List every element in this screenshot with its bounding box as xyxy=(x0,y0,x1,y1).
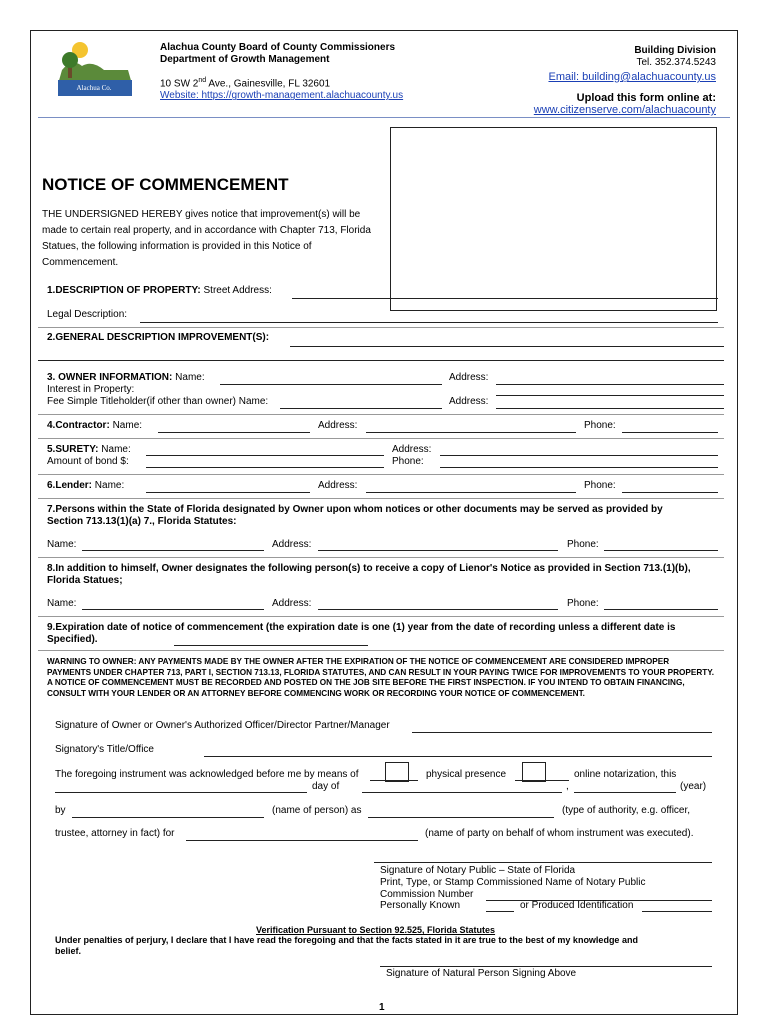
county-logo-icon xyxy=(52,40,136,98)
s7-name-field[interactable] xyxy=(82,550,264,551)
section-separator xyxy=(38,438,724,439)
acknowledgment-label: The foregoing instrument was acknowledged before me by means of xyxy=(55,769,359,780)
party-name-field[interactable] xyxy=(186,840,418,841)
produced-id-label: or Produced Identification xyxy=(520,900,634,911)
org-header xyxy=(160,42,403,102)
owner-signature-label: Signature of Owner or Owner's Authorized Officer/Director Partner/Manager xyxy=(55,720,390,731)
legal-description-field[interactable] xyxy=(140,322,718,323)
notary-print-label: Print, Type, or Stamp Commissioned Name of Notary Public xyxy=(380,877,646,888)
comma-label: , xyxy=(566,781,569,792)
commission-number-label: Commission Number xyxy=(380,889,474,900)
svg-text:Alachua Co.: Alachua Co. xyxy=(76,84,112,92)
surety-name-field[interactable] xyxy=(146,455,384,456)
section-separator xyxy=(38,650,724,651)
s7-phone-label: Phone: xyxy=(567,539,599,550)
contractor-address-label: Address: xyxy=(318,420,358,431)
division-header xyxy=(534,45,716,116)
s6-label-row: 6.Lender: Name: xyxy=(47,480,125,491)
produced-id-field[interactable] xyxy=(642,911,712,912)
section-separator xyxy=(38,498,724,499)
natural-person-signature-label: Signature of Natural Person Signing Above xyxy=(386,968,577,979)
s7-address-field[interactable] xyxy=(318,550,558,551)
org-name: Alachua County Board of County Commissioners xyxy=(160,42,396,53)
upload-label: Upload this form online at: xyxy=(576,92,716,104)
online-notarization-checkbox[interactable] xyxy=(522,762,546,782)
signatory-title-field[interactable] xyxy=(204,756,712,757)
org-address: 10 SW 2nd Ave., Gainesville, FL 32601 xyxy=(160,77,331,90)
titleholder-name-field[interactable] xyxy=(280,408,442,409)
lender-address-field[interactable] xyxy=(366,492,576,493)
s8-address-label: Address: xyxy=(272,598,312,609)
online-notarization-label: online notarization, this xyxy=(574,769,677,780)
owner-address-field[interactable] xyxy=(496,384,724,385)
division-name: Building Division xyxy=(634,45,716,56)
website-link[interactable]: Website: https://growth-management.alachuacounty.us xyxy=(160,90,404,102)
verification-title: Verification Pursuant to Section 92.525, Florida Statutes xyxy=(256,925,496,935)
natural-person-signature-field[interactable] xyxy=(380,966,712,967)
interest-label: Interest in Property: xyxy=(47,384,135,395)
division-phone: Tel. 352.374.5243 xyxy=(636,57,716,68)
owner-signature-field[interactable] xyxy=(412,732,712,733)
s5-label-row: 5.SURETY: Name: xyxy=(47,444,131,455)
legal-description-label: Legal Description: xyxy=(47,309,128,320)
s7-label: 7.Persons within the State of Florida designated by Owner upon whom notices or other documents may be served as provided by Section 713.13(1)(a) 7., Florida Statutes: xyxy=(47,504,663,527)
s8-name-label: Name: xyxy=(47,598,77,609)
s4-label-row: 4.Contractor: Name: xyxy=(47,420,143,431)
lender-name-field[interactable] xyxy=(146,492,310,493)
owner-address-field-2[interactable] xyxy=(496,395,724,396)
bond-amount-label: Amount of bond $: xyxy=(47,456,129,467)
owner-name-field[interactable] xyxy=(220,384,442,385)
month-field[interactable] xyxy=(362,792,562,793)
notary-signature-label: Signature of Notary Public – State of Florida xyxy=(380,865,576,876)
name-of-person-label: (name of person) as xyxy=(272,805,362,816)
type-of-authority-label: (type of authority, e.g. officer, xyxy=(562,805,691,816)
year-label: (year) xyxy=(680,781,707,792)
page-title: NOTICE OF COMMENCEMENT xyxy=(42,175,289,194)
section-separator xyxy=(38,414,724,415)
s8-phone-field[interactable] xyxy=(604,609,718,610)
section-separator xyxy=(38,474,724,475)
lender-address-label: Address: xyxy=(318,480,358,491)
department-name: Department of Growth Management xyxy=(160,54,330,65)
personally-known-label: Personally Known xyxy=(380,900,461,911)
owner-address-label: Address: xyxy=(449,372,489,383)
section-separator xyxy=(38,616,724,617)
surety-phone-field[interactable] xyxy=(440,467,718,468)
street-address-field[interactable] xyxy=(292,298,718,299)
trustee-label: trustee, attorney in fact) for xyxy=(55,828,175,839)
contractor-phone-field[interactable] xyxy=(622,432,718,433)
surety-phone-label: Phone: xyxy=(392,456,424,467)
day-of-label: day of xyxy=(312,781,340,792)
header-divider xyxy=(38,117,730,118)
signatory-title-label: Signatory's Title/Office xyxy=(55,744,154,755)
section-separator xyxy=(38,327,724,328)
physical-presence-checkbox[interactable] xyxy=(385,762,409,782)
contractor-phone-label: Phone: xyxy=(584,420,616,431)
s7-address-label: Address: xyxy=(272,539,312,550)
fee-simple-label: Fee Simple Titleholder(if other than owner) Name: xyxy=(47,396,269,407)
s2-label: 2.GENERAL DESCRIPTION IMPROVEMENT(S): xyxy=(47,332,270,343)
upload-link[interactable]: www.citizenserve.com/alachuacounty xyxy=(533,104,716,116)
contractor-address-field[interactable] xyxy=(366,432,576,433)
surety-address-field[interactable] xyxy=(440,455,718,456)
s9-label: 9.Expiration date of notice of commencement (the expiration date is one (1) year from the date of recording unless a different date is Specified). xyxy=(47,622,676,645)
titleholder-address-label: Address: xyxy=(449,396,489,407)
name-of-party-label: (name of party on behalf of whom instrument was executed). xyxy=(425,828,694,839)
bond-amount-field[interactable] xyxy=(146,467,384,468)
physical-presence-label: physical presence xyxy=(426,769,507,780)
s7-name-label: Name: xyxy=(47,539,77,550)
expiration-date-field[interactable] xyxy=(174,645,368,646)
s8-label: 8.In addition to himself, Owner designates the following person(s) to receive a copy of Lienor's Notice as provided in Section 713.(1)(b), Florida Statues; xyxy=(47,563,691,586)
contractor-name-field[interactable] xyxy=(158,432,310,433)
email-link[interactable]: Email: building@alachuacounty.us xyxy=(548,71,716,83)
section-separator xyxy=(38,557,724,558)
improvement-description-field-1[interactable] xyxy=(290,346,724,347)
s7-phone-field[interactable] xyxy=(604,550,718,551)
titleholder-address-field[interactable] xyxy=(496,408,724,409)
person-name-field[interactable] xyxy=(72,817,264,818)
improvement-description-field-2[interactable] xyxy=(38,360,724,361)
day-field[interactable] xyxy=(55,792,307,793)
year-field[interactable] xyxy=(574,792,676,793)
notary-signature-field[interactable] xyxy=(374,862,712,863)
page-number: 1 xyxy=(379,1002,385,1013)
s1-label-row: 1.DESCRIPTION OF PROPERTY: Street Address: xyxy=(47,285,272,296)
lender-phone-field[interactable] xyxy=(622,492,718,493)
verification-text: Under penalties of perjury, I declare that I have read the foregoing and that the facts stated in it are true to the best of my knowledge and belief. xyxy=(55,935,638,956)
surety-address-label: Address: xyxy=(392,444,432,455)
intro-text: THE UNDERSIGNED HEREBY gives notice that improvement(s) will be made to certain real property, and in accordance with Chapter 713, Florida Statues, the following information is provided in this Notice of Commencement. xyxy=(42,209,371,268)
s3-label-row: 3. OWNER INFORMATION: Name: xyxy=(47,372,205,383)
lender-phone-label: Phone: xyxy=(584,480,616,491)
s8-phone-label: Phone: xyxy=(567,598,599,609)
recording-stamp-box xyxy=(390,127,717,311)
personally-known-field[interactable] xyxy=(486,911,514,912)
s8-name-field[interactable] xyxy=(82,609,264,610)
warning-text: WARNING TO OWNER: ANY PAYMENTS MADE BY THE OWNER AFTER THE EXPIRATION OF THE NOTICE OF COMMENCEMENT ARE CONSIDERED IMPROPER PAYMENTS UNDER CHAPTER 713, PART I, SECTION 713.13, FLORIDA STATUTES, AND CAN RESULT IN YOUR PAYING TWICE FOR IMPROVEMENTS TO YOUR PROPERTY. A NOTICE OF COMMENCEMENT MUST BE RECORDED AND POSTED ON THE JOB SITE BEFORE THE FIRST INSPECTION. IF YOU INTEND TO OBTAIN FINANCING, CONSULT WITH YOUR LENDER OR AN ATTORNEY BEFORE COMMENCING WORK OR RECORDING YOUR NOTICE OF COMMENCEMENT. xyxy=(47,657,715,698)
s8-address-field[interactable] xyxy=(318,609,558,610)
authority-type-field[interactable] xyxy=(368,817,554,818)
by-label: by xyxy=(55,805,66,816)
